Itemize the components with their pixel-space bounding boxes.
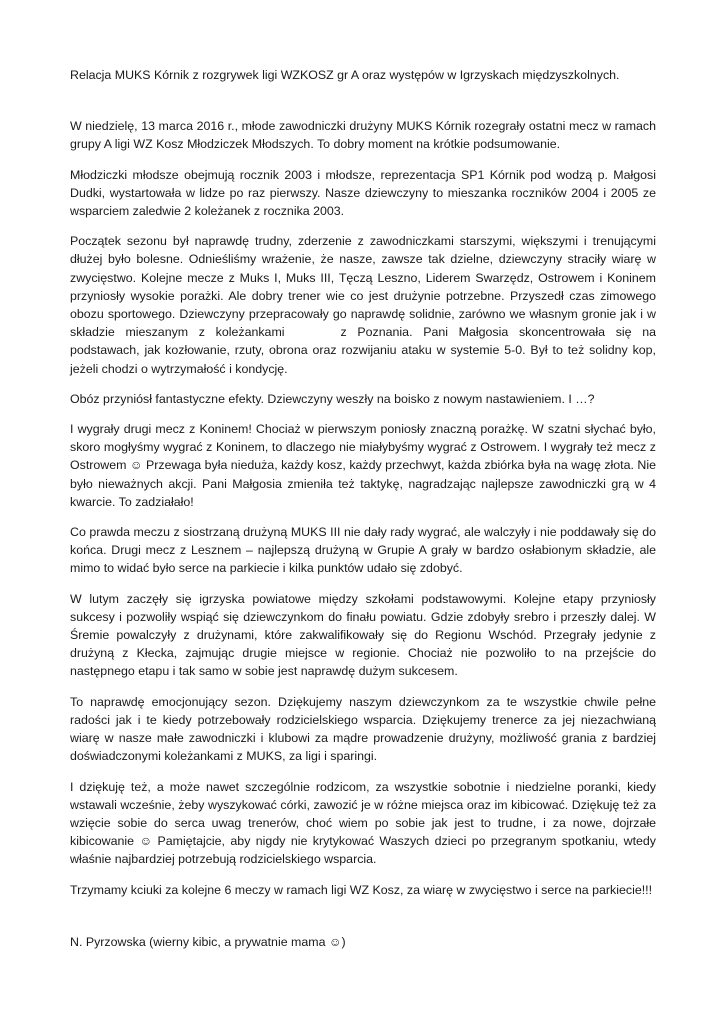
paragraph: To naprawdę emocjonujący sezon. Dziękujemy naszym dziewczynkom za te wszystkie chwile pełne radości jak i te kiedy potrzebowały rodzicielskiego wsparcia. Dziękujemy trenerce za jej niezachwianą wiarę w nasze małe zawodniczki i klubowi za mądre prowadzenie drużyny, możliwość grania z bardziej doświadczonymi koleżankami z MUKS, za ligi i sparingi. [70, 694, 656, 764]
document-title: Relacja MUKS Kórnik z rozgrywek ligi WZKOSZ gr A oraz występów w Igrzyskach międzyszkolnych. [70, 68, 620, 82]
paragraph: W lutym zaczęły się igrzyska powiatowe między szkołami podstawowymi. Kolejne etapy przyniosły sukcesy i pozwoliły wspiąć się dziewczynkom do finału powiatu. Gdzie zdobyły srebro i przeszły dalej. W Śremie powalczyły z drużynami, które zakwalifikowały się do Regionu Wschód. Przegrały jedynie z drużyną z Kłecka, zajmując drugie miejsce w regionie. Chociaż nie pozwoliło to na przejście do następnego etapu i tak samo w sobie jest naprawdę dużym sukcesem. [70, 591, 656, 679]
author-signature: N. Pyrzowska (wierny kibic, a prywatnie mama ☺) [70, 934, 346, 949]
document-body [70, 66, 656, 951]
paragraph-text: z Poznania. Pani Małgosia skoncentrowała się na podstawach, jak kozłowanie, rzuty, obrona oraz rozwijaniu ataku w systemie 5-0. Był to też solidny kop, jeżeli chodzi o wytrzymałość i kondycję. [70, 325, 657, 376]
paragraph: I dziękuję też, a może nawet szczególnie rodzicom, za wszystkie sobotnie i niedzielne poranki, kiedy wstawali wcześnie, żeby wyszykować córki, zawozić je w różne miejsca oraz im kibicować. Dziękuję też za wzięcie sobie do serca uwag trenerów, choć wiem po sobie jak jest to trudne, i za nowe, dojrzałe kibicowanie ☺ Pamiętajcie, aby nigdy nie krytykować Waszych dzieci po przegranym spotkaniu, wtedy właśnie najbardziej potrzebują rodzicielskiego wsparcia. [70, 779, 656, 867]
paragraph: Młodziczki młodsze obejmują rocznik 2003 i młodsze, reprezentacja SP1 Kórnik pod wodzą p. Małgosi Dudki, wystartowała w lidze po raz pierwszy. Nasze dziewczyny to mieszanka roczników 2004 i 2005 ze wsparciem zaledwie 2 koleżanek z rocznika 2003. [70, 167, 656, 219]
paragraph: W niedzielę, 13 marca 2016 r., młode zawodniczki drużyny MUKS Kórnik rozegrały ostatni mecz w ramach grupy A ligi WZ Kosz Młodziczek Młodszych. To dobry moment na krótkie podsumowanie. [70, 119, 656, 152]
paragraph: Trzymamy kciuki za kolejne 6 meczy w ramach ligi WZ Kosz, za wiarę w zwycięstwo i serce na parkiecie!!! [70, 882, 653, 897]
paragraph: Obóz przyniósł fantastyczne efekty. Dziewczyny weszły na boisko z nowym nastawieniem. I …? [70, 391, 595, 406]
paragraph-season-start [70, 232, 656, 378]
paragraph-text: Początek sezonu był naprawdę trudny, zderzenie z zawodniczkami starszymi, większymi i trenującymi dłużej było bolesne. Odnieśliśmy wrażenie, że nasze, zawsze tak dzielne, dziewczyny straciły wiarę w zwycięstwo. Kolejne mecze z Muks I, Muks III, Tęczą Leszno, Liderem Swarzędz, Ostrowem i Koninem przyniosły wysokie porażki. Ale dobry trener wie co jest drużynie potrzebne. Przyszedł czas zimowego obozu sportowego. Dziewczyny przepracowały go naprawdę solidnie, zarówno we własnym gronie jak i w składzie mieszanym z koleżankami [70, 234, 656, 340]
paragraph: Co prawda meczu z siostrzaną drużyną MUKS III nie dały rady wygrać, ale walczyły i nie poddawały się do końca. Drugi mecz z Lesznem – najlepszą drużyną w Grupie A grały w bardzo osłabionym składzie, ale mimo to widać było serce na parkiecie i kilka punktów udało się zdobyć. [70, 525, 656, 576]
paragraph: I wygrały drugi mecz z Koninem! Chociaż w pierwszym poniosły znaczną porażkę. W szatni słychać było, skoro mogłyśmy wygrać z Koninem, to dlaczego nie miałybyśmy wygrać z Ostrowem. I wygrały też mecz z Ostrowem ☺ Przewaga była nieduża, każdy kosz, każdy przechwyt, każda zbiórka była na wagę złota. Nie było nieważnych akcji. Pani Małgosia zmieniła też taktykę, nagradzając najlepsze zawodniczki grą w 4 kwarcie. To zadziałało! [70, 422, 656, 509]
